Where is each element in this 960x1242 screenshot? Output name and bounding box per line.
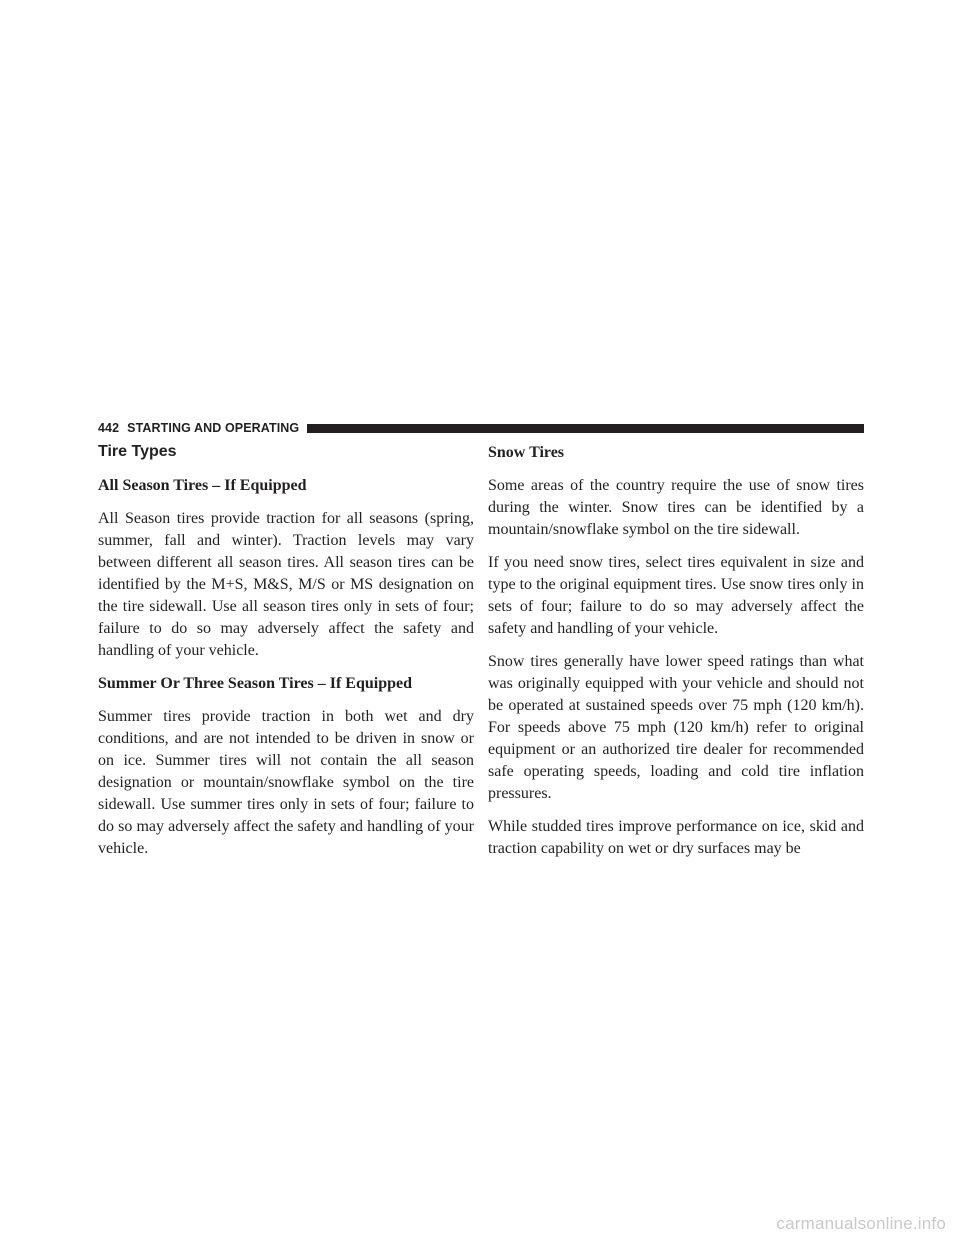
watermark: carmanualsonline.info <box>776 1214 946 1233</box>
snow-paragraph-3: Snow tires generally have lower speed ratings than what was originally equipped with your vehicle and should not be operated at sustained speeds over 75 mph (120 km/h). For speeds above 75 mph (120 km/h) refer to original equipment or an authorized tire dealer for recommended safe operating speeds, loading and cold tire inflation pressures. <box>488 653 864 802</box>
tire-types-heading: Tire Types <box>98 443 177 460</box>
snow-paragraph-4: While studded tires improve performance on ice, skid and traction capability on wet or dry surfaces may be <box>488 818 864 857</box>
header-rule <box>307 424 864 433</box>
summer-body: Summer tires provide traction in both wet and dry conditions, and are not intended to be driven in snow or on ice. Summer tires will not contain the all season designation or mountain/snowflake symbol on the tire sidewall. Use summer tires only in sets of four; failure to do so may adversely affect the safety and handling of your vehicle. <box>98 708 474 857</box>
page-number: 442 <box>98 421 120 435</box>
page-header <box>98 420 864 436</box>
snow-tires-title: Snow Tires <box>488 444 565 461</box>
right-column <box>488 441 864 871</box>
summer-title: Summer Or Three Season Tires – If Equipped <box>98 675 412 692</box>
snow-paragraph-1: Some areas of the country require the use of snow tires during the winter. Snow tires can be identified by a mountain/snowflake symbol on the tire sidewall. <box>488 477 864 538</box>
all-season-title: All Season Tires – If Equipped <box>98 477 307 494</box>
snow-paragraph-2: If you need snow tires, select tires equivalent in size and type to the original equipment tires. Use snow tires only in sets of four; failure to do so may adversely affect the safety and handling of your vehicle. <box>488 554 864 637</box>
section-title: STARTING AND OPERATING <box>127 421 300 435</box>
left-column <box>98 441 474 871</box>
all-season-body: All Season tires provide traction for all seasons (spring, summer, fall and winter). Traction levels may vary between different all season tires. All season tires can be identified by the M+S, M&S, M/S or MS designation on the tire sidewall. Use all season tires only in sets of four; failure to do so may adversely affect the safety and handling of your vehicle. <box>98 510 474 659</box>
